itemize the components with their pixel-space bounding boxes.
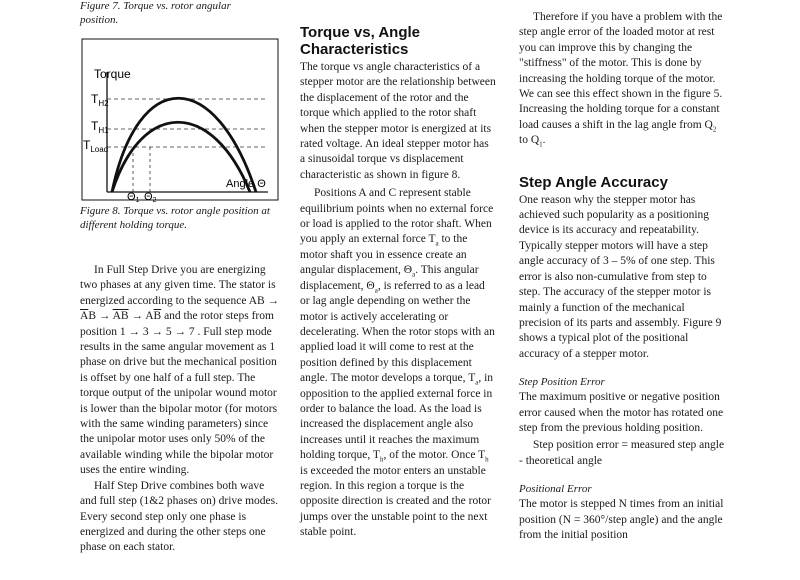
ab-bar: $\overline{AB}$: [112, 310, 129, 323]
column-left: [80, 0, 280, 556]
step-position-error-paragraph: The maximum positive or negative position error caused when the motor has rotated one step from the previous holding position.: [519, 391, 724, 434]
th2-label: $T_{H2}$: [91, 92, 109, 108]
step-position-error-formula: Step position error = measured step angle - theoretical angle: [519, 439, 725, 467]
positional-error-paragraph: The motor is stepped N times from an initial position (N = 360°/step angle) and the angle from the initial position: [519, 498, 724, 541]
positional-error-subheading: Positional Error: [519, 483, 592, 496]
half-step-paragraph: Half Step Drive combines both wave and full step (1&2 phases on) drive modes. Every second step only one phase is energized and during the other steps one phase on each stator.: [80, 479, 279, 554]
torque-angle-paragraph-2: Positions A and C represent stable equilibrium points when no external force or load is applied to the rotor shaft. When you apply an external force $T_a$ to the motor shaft you in essence create an angular displacement, $\Theta_a$. This angular displacement, $\Theta_a$, is referred to as a lead or lag angle depending on wether the motor is actively accelerating or decelerating. When the rotor stops with an applied load it will come to rest at the position defined by this displacement angle. The motor develops a torque, $T_a$, in opposition to the applied external force in order to balance the load. As the load is increased the displacement angle also increases until it reaches the maximum holding torque, $T_h$, of the motor. Once $T_h$ is exceeded the motor enters an unstable region. In this region a torque is the opposite direction is created and the rotor jumps over the unstable point to the next stable point.: [300, 187, 495, 539]
a-bar: $\overline{A}$: [80, 310, 89, 323]
x-axis-label: Angle Θ: [226, 178, 266, 190]
column-middle: [300, 0, 496, 541]
tload-label: $T_{Load}$: [83, 138, 109, 154]
torque-angle-heading: Torque vs, Angle Characteristics: [300, 24, 421, 58]
b-bar: $\overline{B}$: [153, 310, 162, 323]
figure7-caption: Figure 7. Torque vs. rotor angular position.: [80, 0, 231, 26]
figure8-caption: Figure 8. Torque vs. rotor angle position at different holding torque.: [80, 205, 270, 231]
figure-frame: [82, 39, 278, 200]
torque-angle-paragraph-1: The torque vs angle characteristics of a stepper motor are the relationship between the displacement of the rotor and the torque which applied to the rotor shaft when the stepper motor is energized at its rated voltage. An ideal stepper motor has a sinusoidal torque vs displacement characteristic as shown in figure 8.: [300, 61, 496, 181]
accuracy-paragraph: One reason why the stepper motor has achieved such popularity as a positioning device is its accuracy and repeatability. Typically stepper motors will have a step angle accuracy of 3 – 5% of one step. This error is also non-cumulative from step to step. The accuracy of the stepper motor is mainly a function of the mechanical precision of its parts and assembly. Figure 9 shows a typical plot of the positional accuracy of a stepper motor.: [519, 193, 722, 360]
step-angle-accuracy-heading: Step Angle Accuracy: [519, 173, 668, 191]
y-axis-label: Torque: [94, 67, 131, 81]
step-position-error-subheading: Step Position Error: [519, 376, 605, 389]
theta2-tick-label: Θ2: [144, 191, 157, 202]
torque-angle-figure: [80, 37, 280, 202]
full-step-paragraph: In Full Step Drive you are energizing two phases at any given time. The stator is energized according to the sequence AB → $\overline{A}B \to \overline{AB} \to A\overline{B}$ and the rotor steps from position 1 → 3 → 5 → 7 . Full step mode results in the same angular movement as 1 phase on drive but the mechanical position is offset by one half of a full step. The torque output of the unipolar wound motor is lower than the bipolar motor (for motors with the same winding parameters) since the unipolar motor uses only 50% of the available winding while the bipolar motor uses the entire winding.: [80, 264, 280, 477]
theta1-tick-label: Θ1: [127, 191, 140, 202]
column-right: [519, 0, 725, 543]
th1-label: $T_{H1}$: [91, 119, 109, 135]
stiffness-paragraph: Therefore if you have a problem with the step angle error of the loaded motor at rest you can improve this by changing the "stiffness" of the motor. This is done by increasing the holding torque of the motor. We can see this effect shown in the figure 5. Increasing the holding torque for a constant load causes a shift in the lag angle from $Q_2$ to $Q_1$.: [519, 11, 723, 149]
